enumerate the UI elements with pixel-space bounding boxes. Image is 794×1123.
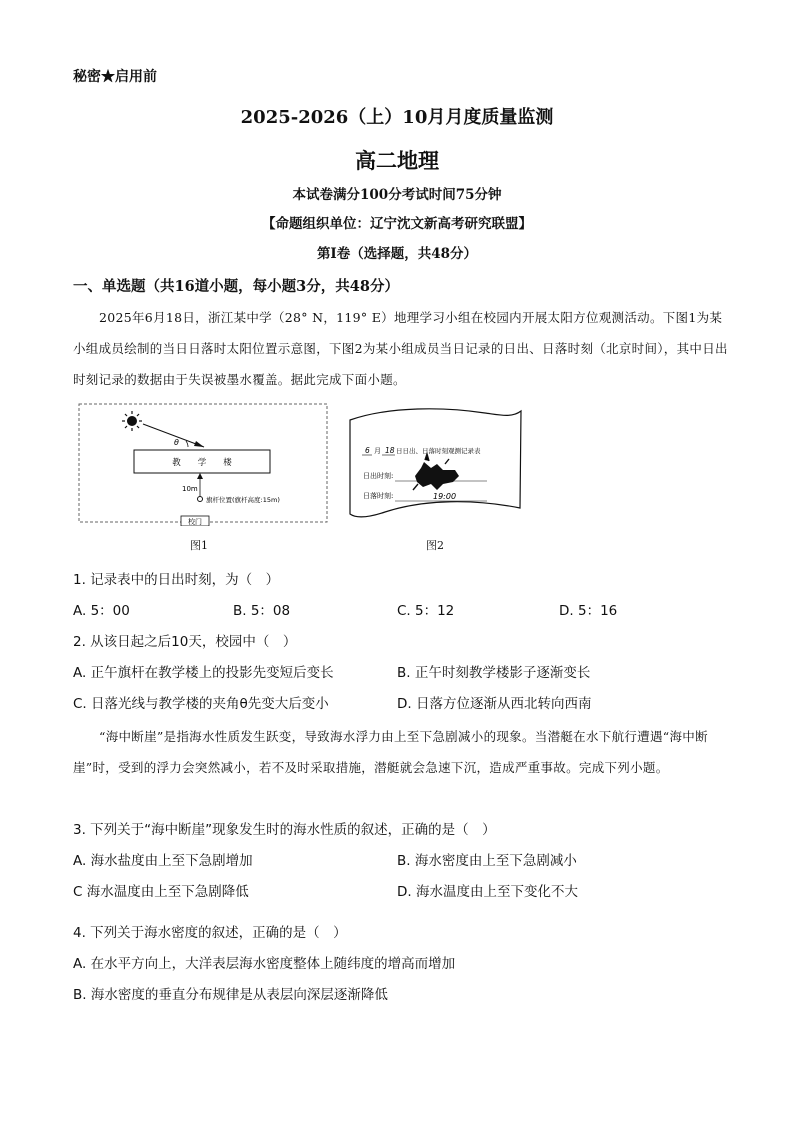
record-month-unit: 月 (374, 447, 381, 455)
q4-option-b[interactable]: B. 海水密度的垂直分布规律是从表层向深层逐渐降低 (73, 987, 388, 1003)
material-2: “海中断崖”是指海水性质发生跃变，导致海水浮力由上至下急剧减小的现象。当潜艇在水下航行遭遇“海中断崖”时，受到的浮力会突然减小，若不及时采取措施，潜艇就会急速下沉，造成严重事故。完成下列小题。 (73, 729, 708, 775)
volume-title: 第I卷（选择题，共48分） (316, 246, 478, 262)
q2-option-d[interactable]: D. 日落方位逐渐从西北转向西南 (397, 696, 592, 712)
organizer: 【命题组织单位：辽宁沈文新高考研究联盟】 (262, 216, 532, 232)
exam-info: 本试卷满分100分考试时间75分钟 (292, 187, 502, 203)
material-1: 2025年6月18日，浙江某中学（28° N，119° E）地理学习小组在校园内开展太阳方位观测活动。下图1为某小组成员绘制的当日日落时太阳位置示意图，下图2为某小组成员当日记录的日出、日落时刻（北京时间），其中日出时刻记录的数据由于失误被墨水覆盖。据此完成下面小题。 (73, 310, 728, 387)
q1-option-b[interactable]: B. 5：08 (233, 603, 291, 619)
flagpole-label: 旗杆位置(旗杆高度:15m) (206, 496, 280, 504)
question-4-stem: 4. 下列关于海水密度的叙述，正确的是（ ） (73, 925, 347, 941)
record-title: 日日出、日落时刻观测记录表 (396, 447, 481, 455)
sun-icon (122, 411, 142, 431)
q2-option-b[interactable]: B. 正午时刻教学楼影子逐渐变长 (397, 665, 591, 681)
figure-2 (345, 404, 525, 528)
sunset-value: 19:00 (433, 492, 457, 501)
record-month: 6 (365, 446, 370, 455)
figure-1-caption: 图1 (190, 539, 208, 552)
figure-1 (78, 402, 330, 526)
gate-label: 校门 (188, 518, 202, 526)
q3-option-a[interactable]: A. 海水盐度由上至下急剧增加 (73, 853, 253, 869)
q1-option-a[interactable]: A. 5：00 (73, 603, 130, 619)
question-2-stem: 2. 从该日起之后10天，校园中（ ） (73, 634, 297, 650)
building-label: 教 学 楼 (172, 458, 232, 468)
section-title: 一、单选题（共16道小题，每小题3分，共48分） (73, 278, 399, 295)
question-1-stem: 1. 记录表中的日出时刻，为（ ） (73, 572, 280, 588)
q1-option-d[interactable]: D. 5：16 (559, 603, 618, 619)
q3-option-c[interactable]: C 海水温度由上至下急剧降低 (73, 884, 249, 900)
q1-option-c[interactable]: C. 5：12 (397, 603, 455, 619)
q4-option-a[interactable]: A. 在水平方向上，大洋表层海水密度整体上随纬度的增高而增加 (73, 956, 456, 972)
question-3-stem: 3. 下列关于“海中断崖”现象发生时的海水性质的叙述，正确的是（ ） (73, 822, 496, 838)
record-day: 18 (385, 446, 395, 455)
flagpole-icon (198, 497, 203, 502)
distance-label: 10m (182, 485, 198, 493)
exam-title: 2025-2026（上）10月月度质量监测 (240, 107, 554, 128)
sunset-label: 日落时刻: (363, 492, 394, 500)
subject-title: 高二地理 (355, 148, 439, 173)
q3-option-d[interactable]: D. 海水温度由上至下变化不大 (397, 884, 578, 900)
secret-label: 秘密★启用前 (73, 69, 157, 85)
q2-option-a[interactable]: A. 正午旗杆在教学楼上的投影先变短后变长 (73, 665, 334, 681)
figure-2-caption: 图2 (426, 539, 444, 552)
angle-label: θ (174, 438, 179, 447)
sunrise-label: 日出时刻: (363, 472, 394, 480)
q3-option-b[interactable]: B. 海水密度由上至下急剧减小 (397, 853, 577, 869)
q2-option-c[interactable]: C. 日落光线与教学楼的夹角θ先变大后变小 (73, 696, 329, 712)
